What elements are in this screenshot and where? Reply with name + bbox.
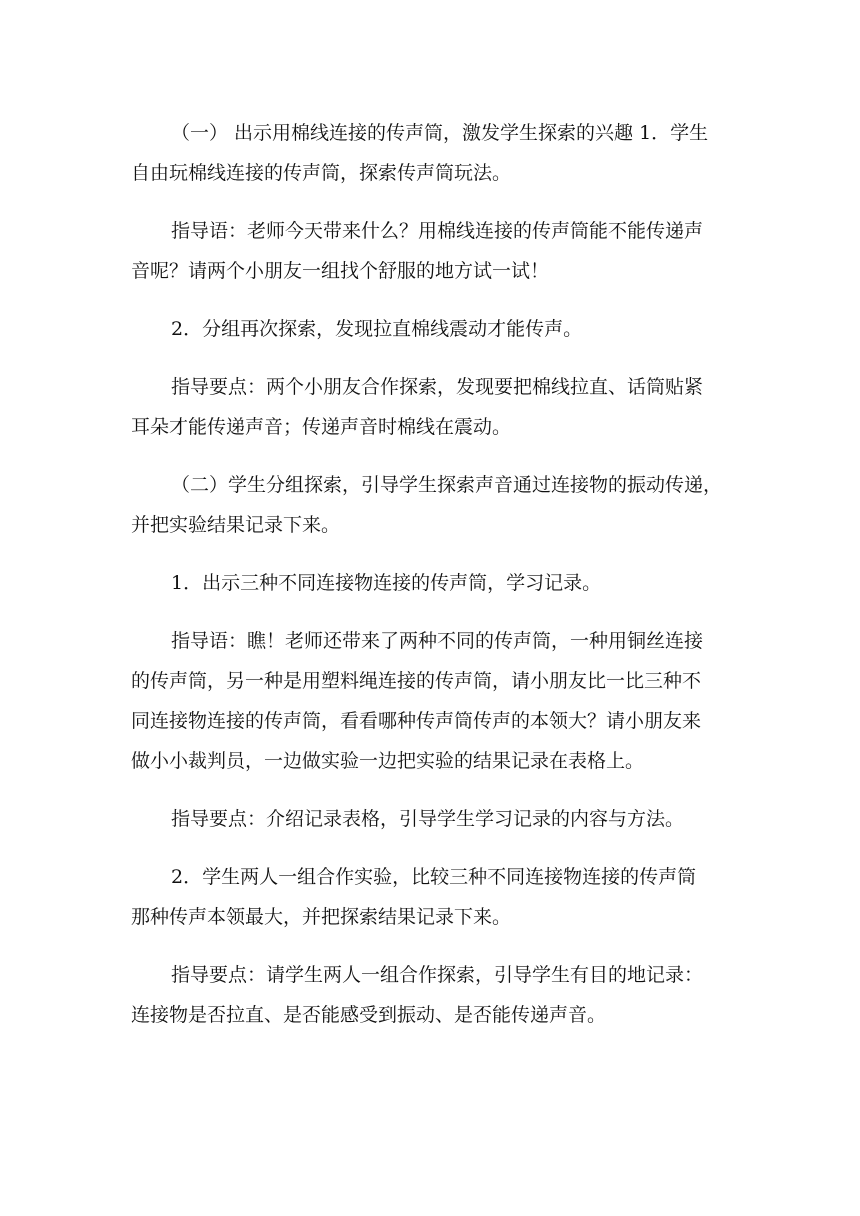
paragraph-7 bbox=[131, 621, 731, 781]
paragraph-6 bbox=[131, 563, 731, 603]
paragraph-line: （二）学生分组探索，引导学生探索声音通过连接物的振动传递， bbox=[171, 474, 723, 496]
paragraph-line: 同连接物连接的传声筒，看看哪种传声筒传声的本领大？请小朋友来 bbox=[131, 710, 702, 732]
paragraph-line: 指导要点：介绍记录表格，引导学生学习记录的内容与方法。 bbox=[171, 808, 685, 830]
paragraph-line: 耳朵才能传递声音；传递声音时棉线在震动。 bbox=[131, 416, 512, 438]
paragraph-8 bbox=[131, 799, 731, 839]
paragraph-4 bbox=[131, 367, 731, 447]
paragraph-line: 指导要点：请学生两人一组合作探索，引导学生有目的地记录： bbox=[171, 964, 704, 986]
paragraph-5 bbox=[131, 465, 731, 545]
paragraph-line: 音呢？请两个小朋友一组找个舒服的地方试一试！ bbox=[131, 260, 550, 282]
paragraph-line: 2．学生两人一组合作实验，比较三种不同连接物连接的传声筒 bbox=[171, 866, 697, 888]
paragraph-1 bbox=[131, 113, 731, 193]
paragraph-line: 指导语：瞧！老师还带来了两种不同的传声筒，一种用铜丝连接 bbox=[171, 630, 704, 652]
paragraph-line: （一） 出示用棉线连接的传声筒，激发学生探索的兴趣 1．学生 bbox=[171, 122, 709, 144]
paragraph-9 bbox=[131, 857, 731, 937]
paragraph-line: 指导要点：两个小朋友合作探索，发现要把棉线拉直、话筒贴紧 bbox=[171, 376, 704, 398]
document-body bbox=[131, 113, 731, 1053]
paragraph-3 bbox=[131, 309, 731, 349]
paragraph-line: 的传声筒，另一种是用塑料绳连接的传声筒，请小朋友比一比三种不 bbox=[131, 670, 702, 692]
paragraph-2 bbox=[131, 211, 731, 291]
paragraph-line: 做小小裁判员，一边做实验一边把实验的结果记录在表格上。 bbox=[131, 750, 645, 772]
paragraph-line: 连接物是否拉直、是否能感受到振动、是否能传递声音。 bbox=[131, 1004, 607, 1026]
paragraph-line: 并把实验结果记录下来。 bbox=[131, 514, 341, 536]
paragraph-line: 2．分组再次探索，发现拉直棉线震动才能传声。 bbox=[171, 318, 583, 340]
paragraph-line: 指导语：老师今天带来什么？用棉线连接的传声筒能不能传递声 bbox=[171, 220, 704, 242]
paragraph-line: 自由玩棉线连接的传声筒，探索传声筒玩法。 bbox=[131, 162, 512, 184]
paragraph-line: 1．出示三种不同连接物连接的传声筒，学习记录。 bbox=[171, 572, 602, 594]
paragraph-10 bbox=[131, 955, 731, 1035]
paragraph-line: 那种传声本领最大，并把探索结果记录下来。 bbox=[131, 906, 512, 928]
